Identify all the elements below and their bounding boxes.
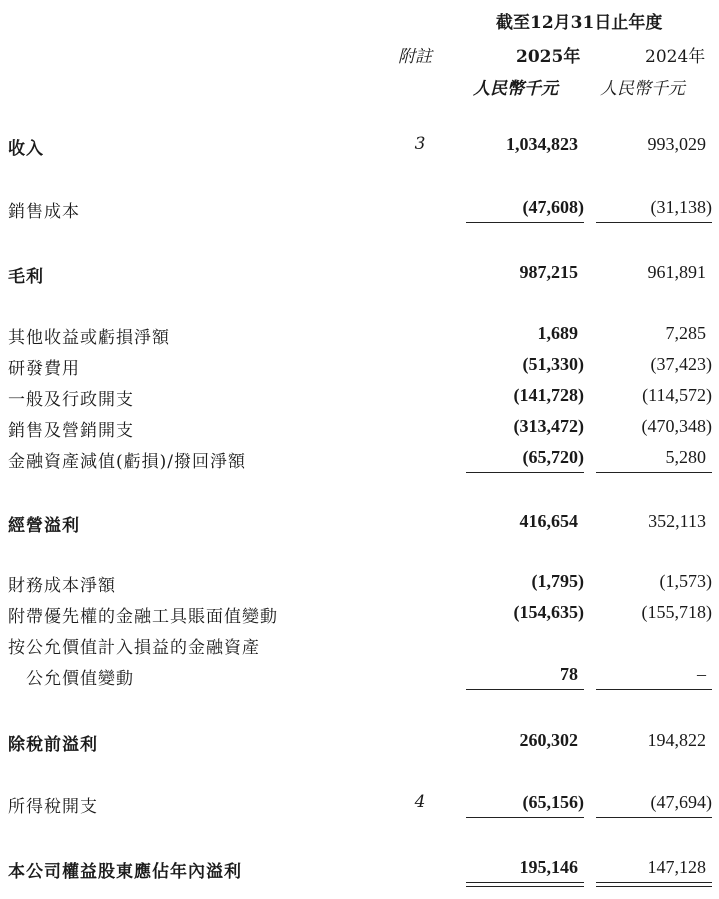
row-note-income-tax: 4 xyxy=(414,792,426,812)
row-2024-fvtpl: – xyxy=(697,664,706,684)
row-2024-impairment: 5,280 xyxy=(665,447,706,467)
row-note-revenue: 3 xyxy=(414,134,426,154)
row-2025-fvtpl: 78 xyxy=(560,664,578,684)
row-2025-other-gains: 1,689 xyxy=(537,323,578,343)
row-2025-operating-profit: 416,654 xyxy=(519,511,578,531)
row-label-cost-of-sales: 銷售成本 xyxy=(8,202,80,222)
total-double-line-2025-bottom xyxy=(466,886,584,887)
total-double-line-2025-top xyxy=(466,882,584,883)
row-2025-marketing: (313,472) xyxy=(513,416,584,436)
row-2025-rnd: (51,330) xyxy=(522,354,584,374)
row-label-revenue: 收入 xyxy=(8,139,44,159)
row-label-rnd: 研發費用 xyxy=(8,359,80,379)
year-2025-header: 2025年 xyxy=(516,47,581,67)
row-2024-income-tax: (47,694) xyxy=(650,792,712,812)
subtotal-line-2024-a xyxy=(596,222,712,223)
row-label-marketing: 銷售及營銷開支 xyxy=(8,421,134,441)
row-2024-profit-attributable: 147,128 xyxy=(647,857,706,877)
row-label-admin: 一般及行政開支 xyxy=(8,390,134,410)
row-2024-operating-profit: 352,113 xyxy=(648,511,706,531)
row-2025-profit-attributable: 195,146 xyxy=(519,857,578,877)
subtotal-line-2024-d xyxy=(596,817,712,818)
row-2025-preferred-instruments: (154,635) xyxy=(513,602,584,622)
row-label-profit-before-tax: 除稅前溢利 xyxy=(8,735,98,755)
note-column-header: 附註 xyxy=(398,47,432,67)
row-2025-impairment: (65,720) xyxy=(522,447,584,467)
subtotal-line-2024-c xyxy=(596,689,712,690)
row-label-income-tax: 所得稅開支 xyxy=(8,797,98,817)
row-label-fvtpl-line2: 公允價值變動 xyxy=(26,669,134,689)
unit-2024-header: 人民幣千元 xyxy=(600,79,685,99)
row-2024-admin: (114,572) xyxy=(642,385,712,405)
row-2024-revenue: 993,029 xyxy=(647,134,706,154)
subtotal-line-2025-b xyxy=(466,472,584,473)
row-label-other-gains: 其他收益或虧損淨額 xyxy=(8,328,170,348)
row-label-operating-profit: 經營溢利 xyxy=(8,516,80,536)
row-label-fvtpl-line1: 按公允價值計入損益的金融資產 xyxy=(8,638,260,658)
row-2024-finance-costs: (1,573) xyxy=(659,571,712,591)
row-label-preferred-instruments: 附帶優先權的金融工具賬面值變動 xyxy=(8,607,278,627)
row-2024-cost-of-sales: (31,138) xyxy=(650,197,712,217)
row-2025-admin: (141,728) xyxy=(513,385,584,405)
row-2024-marketing: (470,348) xyxy=(641,416,712,436)
total-double-line-2024-top xyxy=(596,882,712,883)
row-2024-preferred-instruments: (155,718) xyxy=(641,602,712,622)
period-header: 截至12月31日止年度 xyxy=(496,13,663,33)
row-2025-cost-of-sales: (47,608) xyxy=(522,197,584,217)
row-2024-rnd: (37,423) xyxy=(650,354,712,374)
total-double-line-2024-bottom xyxy=(596,886,712,887)
row-2025-gross-profit: 987,215 xyxy=(519,262,578,282)
row-2025-income-tax: (65,156) xyxy=(522,792,584,812)
row-2024-profit-before-tax: 194,822 xyxy=(647,730,706,750)
row-label-impairment: 金融資產減值(虧損)/撥回淨額 xyxy=(8,452,246,472)
row-2025-revenue: 1,034,823 xyxy=(506,134,578,154)
row-2025-profit-before-tax: 260,302 xyxy=(519,730,578,750)
row-2024-other-gains: 7,285 xyxy=(665,323,706,343)
row-label-gross-profit: 毛利 xyxy=(8,267,44,287)
subtotal-line-2025-d xyxy=(466,817,584,818)
year-2024-header: 2024年 xyxy=(645,47,706,67)
row-label-finance-costs: 財務成本淨額 xyxy=(8,576,116,596)
row-2024-gross-profit: 961,891 xyxy=(647,262,706,282)
subtotal-line-2024-b xyxy=(596,472,712,473)
row-2025-finance-costs: (1,795) xyxy=(531,571,584,591)
subtotal-line-2025-a xyxy=(466,222,584,223)
subtotal-line-2025-c xyxy=(466,689,584,690)
row-label-profit-attributable: 本公司權益股東應佔年內溢利 xyxy=(8,862,242,882)
unit-2025-header: 人民幣千元 xyxy=(473,79,558,99)
